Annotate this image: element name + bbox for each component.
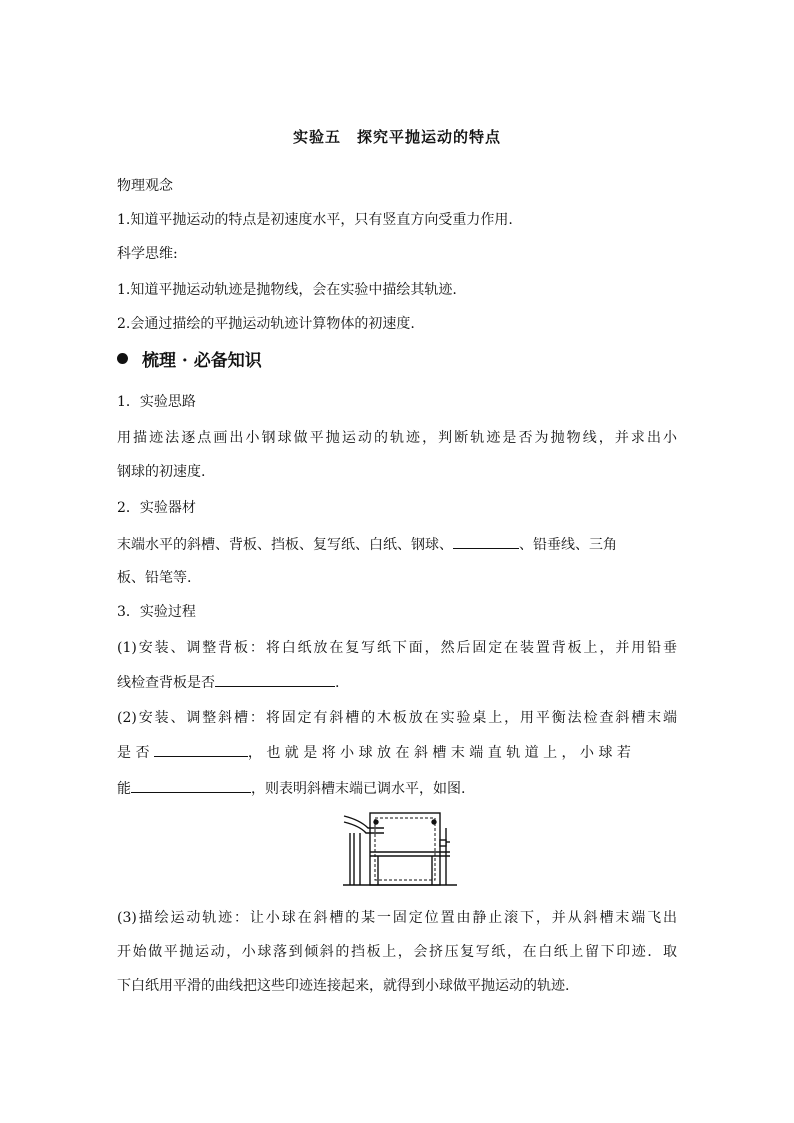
objective-item-1: 1.知道平抛运动的特点是初速度水平，只有竖直方向受重力作用. (117, 212, 513, 228)
page-title: 实验五 探究平抛运动的特点 (292, 128, 501, 146)
s2-line1 (117, 534, 677, 555)
s2-line2: 板、铅笔等. (117, 570, 192, 586)
fill-blank-backboard (215, 672, 335, 687)
s3-p1-line1: (1)安装、调整背板：将白纸放在复写纸下面，然后固定在装置背板上，并用铅垂 (117, 640, 677, 656)
objective-heading-physics: 物理观念 (117, 178, 173, 194)
s1-heading: 1．实验思路 (117, 394, 196, 410)
s3-p2-line2-text-b: ， 也 就 是 将 小 球 放 在 斜 槽 末 端 直 轨 道 上 ， 小 球 若 (247, 745, 631, 761)
s3-p3-line3: 下白纸用平滑的曲线把这些印迹连接起来，就得到小球做平抛运动的轨迹. (117, 978, 570, 994)
section-heading-text: 梳理 · 必备知识 (142, 351, 262, 371)
bullet-icon (117, 353, 128, 364)
objective-heading-thinking: 科学思维: (117, 246, 178, 262)
s3-p2-line3 (117, 778, 677, 799)
s3-heading: 3．实验过程 (117, 604, 196, 620)
s1-line1: 用描迹法逐点画出小钢球做平抛运动的轨迹，判断轨迹是否为抛物线，并求出小 (117, 430, 677, 446)
fill-blank-equipment (453, 534, 519, 549)
s2-line1-text-a: 末端水平的斜槽、背板、挡板、复写纸、白纸、钢球、 (117, 537, 453, 553)
s3-p3-line1: (3)描绘运动轨迹：让小球在斜槽的某一固定位置由静止滚下，并从斜槽末端飞出 (117, 910, 677, 926)
s2-heading: 2．实验器材 (117, 500, 196, 516)
apparatus-figure (340, 806, 460, 888)
fill-blank-chute-level (154, 742, 248, 757)
objective-item-2: 1.知道平抛运动轨迹是抛物线，会在实验中描绘其轨迹. (117, 282, 457, 298)
s3-p2-line2-text-a: 是 否 (117, 745, 150, 761)
s3-p2-line3-text-a: 能 (117, 781, 131, 797)
s3-p2-line3-text-b: ，则表明斜槽末端已调水平，如图. (251, 781, 466, 797)
s1-line2: 钢球的初速度. (117, 464, 206, 480)
section-heading (117, 346, 262, 371)
s3-p2-line1: (2)安装、调整斜槽：将固定有斜槽的木板放在实验桌上，用平衡法检查斜槽末端 (117, 710, 677, 726)
s3-p1-line2 (117, 672, 677, 693)
fill-blank-ball (131, 778, 251, 793)
s3-p2-line2 (117, 742, 677, 763)
s3-p3-line2: 开始做平抛运动，小球落到倾斜的挡板上，会挤压复写纸，在白纸上留下印迹．取 (117, 944, 677, 960)
objective-item-3: 2.会通过描绘的平抛运动轨迹计算物体的初速度. (117, 316, 415, 332)
s2-line1-text-b: 、铅垂线、三角 (519, 537, 617, 553)
s3-p1-line2-text-a: 线检查背板是否 (117, 675, 215, 691)
s3-p1-line2-text-b: . (335, 675, 340, 691)
